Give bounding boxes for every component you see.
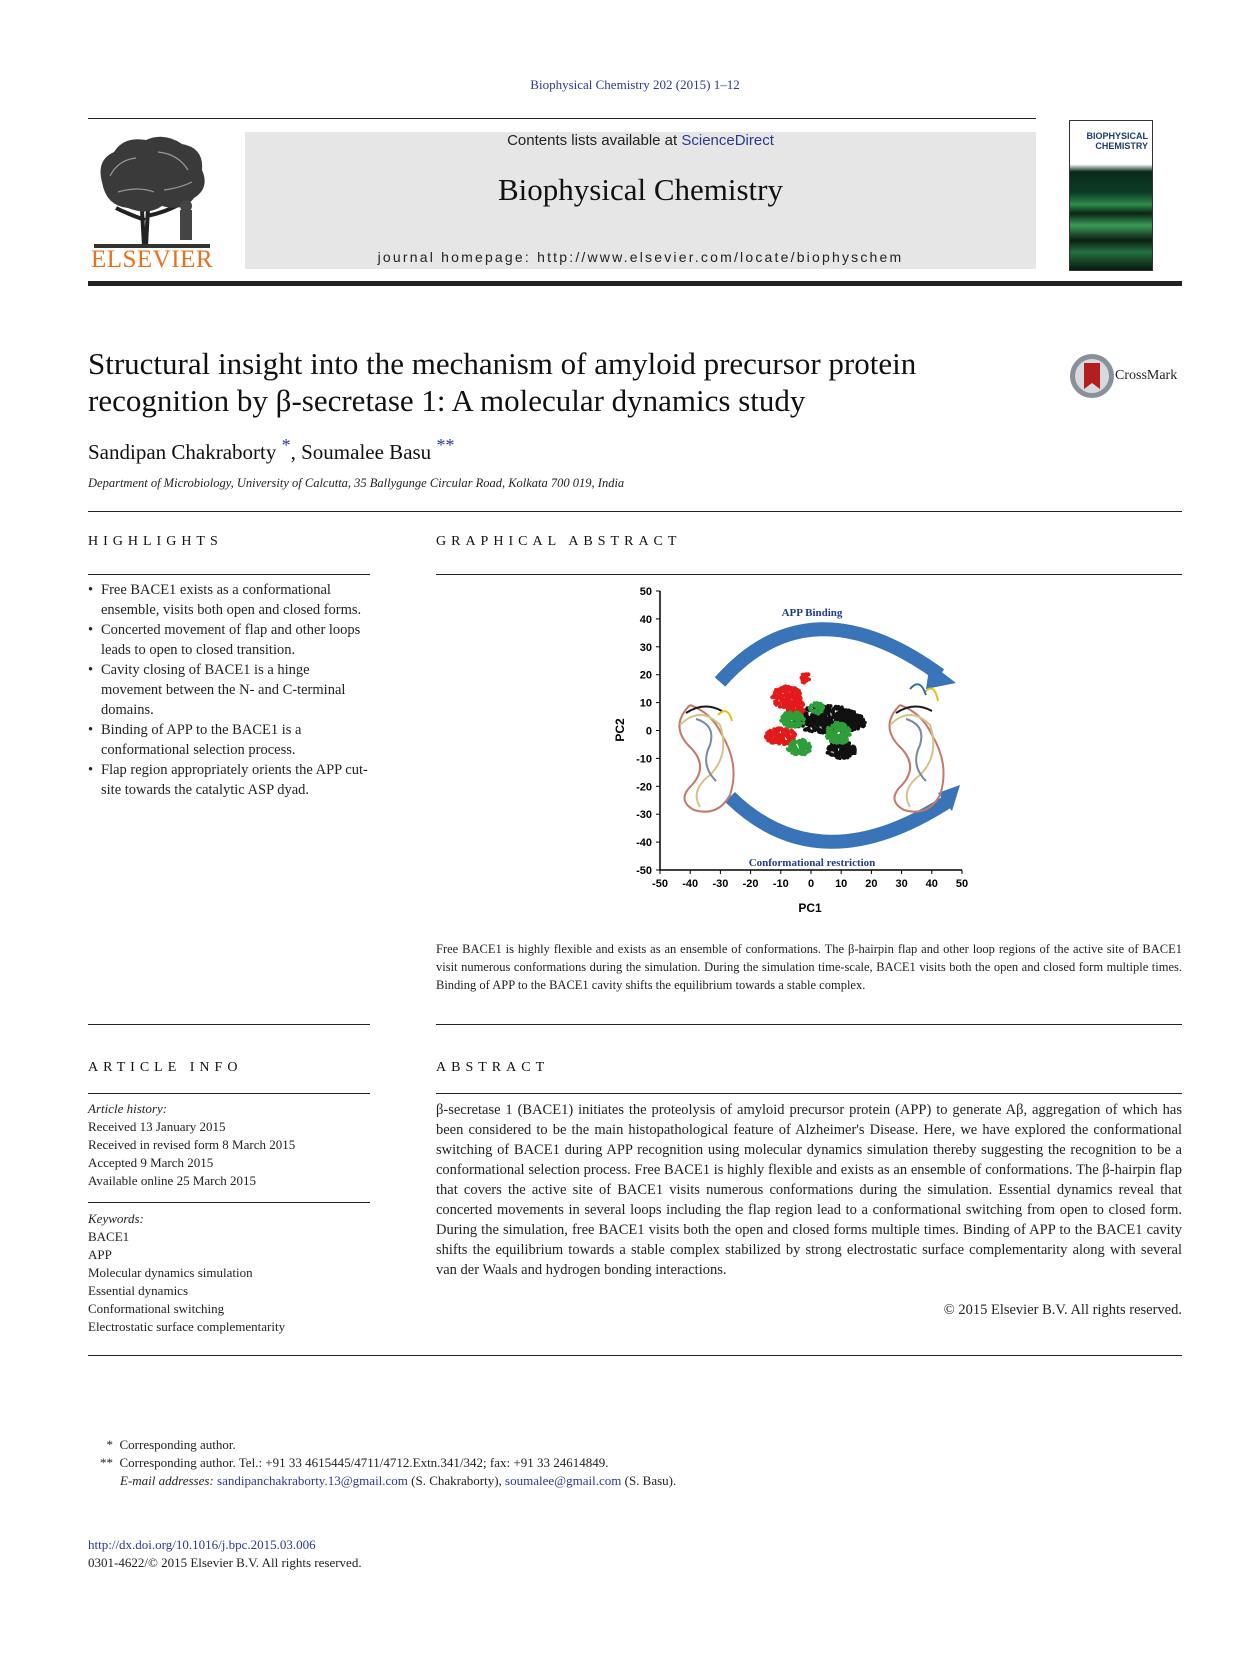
highlight-item: • Flap region appropriately orients the APP cut-site towards the catalytic ASP dyad.: [88, 760, 370, 800]
scatter-point-green: [835, 741, 839, 745]
scatter-point-red: [800, 676, 804, 680]
doi-block: [88, 1536, 362, 1572]
restriction-arrow: [730, 797, 950, 842]
highlights-bottom-rule: [88, 1024, 370, 1025]
y-tick-label: 20: [639, 669, 652, 682]
crossmark-icon[interactable]: [1069, 353, 1115, 399]
journal-reference[interactable]: Biophysical Chemistry 202 (2015) 1–12: [530, 77, 740, 92]
scatter-point-black: [823, 722, 827, 726]
scatter-point-red: [784, 733, 788, 737]
scatter-point-green: [818, 708, 822, 712]
footnote-2: ** Corresponding author. Tel.: +91 33 4615445/4711/4712.Extn.341/342; fax: +91 33 24614849.: [93, 1454, 1093, 1472]
scatter-point-red: [785, 690, 789, 694]
scatter-point-black: [817, 723, 821, 727]
scatter-point-black: [847, 743, 851, 747]
abstract-rule: [436, 1093, 1182, 1094]
author-list: [88, 435, 454, 465]
affiliation: Department of Microbiology, University of Calcutta, 35 Ballygunge Circular Road, Kolkata 700 019, India: [88, 476, 625, 490]
highlights-heading: HIGHLIGHTS: [88, 534, 223, 549]
x-tick-label: -50: [652, 878, 668, 890]
scatter-point-green: [841, 724, 845, 728]
scatter-point-green: [841, 736, 845, 740]
email-label: E-mail addresses:: [120, 1473, 214, 1488]
scatter-point-green: [803, 739, 807, 743]
app-binding-annotation: APP Binding: [781, 607, 843, 619]
scatter-point-black: [804, 728, 808, 732]
scatter-point-black: [828, 717, 832, 721]
scatter-point-black: [821, 714, 825, 718]
article-info-heading: ARTICLE INFO: [88, 1060, 243, 1075]
scatter-point-green: [821, 704, 825, 708]
scatter-point-red: [807, 673, 811, 677]
scatter-point-black: [817, 720, 821, 724]
keyword-item: Electrostatic surface complementarity: [88, 1319, 286, 1334]
scatter-point-red: [771, 738, 775, 742]
scatter-point-black: [853, 725, 857, 729]
doi-link[interactable]: http://dx.doi.org/10.1016/j.bpc.2015.03.006: [88, 1537, 316, 1552]
scatter-point-green: [813, 703, 817, 707]
cover-title: BIOPHYSICAL CHEMISTRY: [1086, 131, 1148, 151]
scatter-point-red: [790, 703, 794, 707]
scatter-point-black: [843, 708, 847, 712]
scatter-point-red: [778, 696, 782, 700]
scatter-point-black: [834, 751, 838, 755]
scatter-point-green: [779, 719, 783, 723]
scatter-point-red: [801, 680, 805, 684]
keyword-item: Molecular dynamics simulation: [88, 1265, 253, 1280]
author-2: Soumalee Basu: [301, 440, 432, 464]
scatter-point-green: [783, 723, 787, 727]
y-tick-label: 30: [639, 641, 652, 654]
graphical-abstract-heading: GRAPHICAL ABSTRACT: [436, 534, 682, 549]
scatter-point-green: [837, 725, 841, 729]
scatter-point-green: [828, 732, 832, 736]
email-link-1[interactable]: sandipanchakraborty.13@gmail.com: [217, 1473, 408, 1488]
scatter-point-black: [837, 754, 841, 758]
scatter-point-red: [766, 739, 770, 743]
issn-line: 0301-4622/© 2015 Elsevier B.V. All rights reserved.: [88, 1555, 362, 1570]
scatter-point-red: [791, 686, 795, 690]
y-tick-label: 50: [639, 586, 652, 598]
scatter-point-green: [844, 736, 848, 740]
scatter-point-red: [801, 673, 805, 677]
y-tick-label: -10: [636, 753, 652, 766]
scatter-point-green: [844, 727, 848, 731]
footnote-2-mark: **: [100, 1455, 113, 1470]
scatter-point-red: [770, 741, 774, 745]
open-form-protein: [679, 705, 733, 812]
scatter-point-green: [814, 709, 818, 713]
scatter-point-red: [774, 740, 778, 744]
scatter-point-red: [796, 692, 800, 696]
app-binding-arrow: [720, 629, 940, 682]
scatter-point-green: [793, 742, 797, 746]
scatter-point-black: [812, 728, 816, 732]
x-tick-label: -20: [742, 878, 759, 890]
scatter-point-red: [793, 695, 797, 699]
scatter-point-black: [860, 719, 864, 723]
scatter-point-black: [847, 746, 851, 750]
keyword-item: APP: [88, 1247, 112, 1262]
scatter-point-green: [830, 728, 834, 732]
journal-cover-thumbnail[interactable]: [1069, 120, 1153, 271]
scatter-point-black: [831, 710, 835, 714]
x-tick-label: -10: [772, 878, 789, 890]
scatter-point-red: [771, 731, 775, 735]
abstract-heading: ABSTRACT: [436, 1060, 550, 1075]
scatter-point-green: [848, 728, 852, 732]
scatter-point-black: [831, 715, 835, 719]
scatter-point-green: [797, 751, 801, 755]
scatter-point-black: [812, 718, 816, 722]
y-ticks: [636, 586, 660, 877]
scatter-point-black: [848, 711, 852, 715]
keyword-item: Conformational switching: [88, 1301, 225, 1316]
scatter-point-black: [853, 748, 857, 752]
scatter-point-green: [797, 712, 801, 716]
scatter-point-green: [816, 712, 820, 716]
scatter-point-red: [782, 703, 786, 707]
scatter-point-black: [835, 713, 839, 717]
scatter-point-red: [792, 707, 796, 711]
homepage-prefix: journal homepage:: [377, 249, 538, 265]
scatter-point-black: [853, 721, 857, 725]
revised-date: Received in revised form 8 March 2015: [88, 1137, 296, 1152]
scatter-point-green: [834, 726, 838, 730]
scatter-point-black: [849, 722, 853, 726]
closed-form-protein: [889, 684, 943, 811]
x-tick-label: 40: [925, 878, 938, 890]
scatter-point-green: [794, 715, 798, 719]
scatter-point-black: [813, 723, 817, 727]
scatter-point-red: [780, 738, 784, 742]
highlight-item: • Cavity closing of BACE1 is a hinge movement between the N- and C-terminal domains.: [88, 660, 370, 720]
scatter-point-red: [779, 686, 783, 690]
footnote-1: * Corresponding author.: [93, 1436, 1093, 1454]
x-tick-label: 20: [865, 878, 878, 890]
scatter-point-black: [807, 722, 811, 726]
article-title: [88, 345, 988, 419]
scatter-point-green: [809, 708, 813, 712]
scatter-points: [764, 672, 867, 760]
y-axis-label: PC2: [613, 718, 627, 742]
author-1: Sandipan Chakraborty: [88, 440, 277, 464]
scatter-point-green: [797, 724, 801, 728]
scatter-point-black: [862, 725, 866, 729]
scatter-point-green: [818, 705, 822, 709]
x-ticks: [652, 870, 968, 890]
scatter-point-red: [787, 729, 791, 733]
scatter-point-green: [801, 743, 805, 747]
graphical-abstract-bottom-rule: [436, 1024, 1182, 1025]
y-tick-label: -50: [636, 865, 652, 877]
scatter-point-red: [780, 727, 784, 731]
abstract-bottom-rule: [88, 1355, 1182, 1356]
scatter-point-black: [830, 748, 834, 752]
x-axis-label: PC1: [798, 901, 822, 915]
graphical-abstract-caption: Free BACE1 is highly flexible and exists as an ensemble of conformations. The β-hairpin flap and other loop regions of the active site of BACE1 visit numerous conformations during the simulation. During the simulation time-scale, BACE1 visits both the open and closed form multiple times. Binding of APP to the BACE1 cavity shifts the equilibrium towards a stable complex.: [436, 942, 1182, 992]
homepage-link[interactable]: http://www.elsevier.com/locate/biophyschem: [537, 249, 904, 265]
highlights-rule: [88, 574, 370, 575]
header-rule: [88, 118, 1036, 119]
publisher-name: ELSEVIER: [90, 246, 214, 273]
homepage-line: [245, 249, 1036, 265]
scatter-point-green: [804, 743, 808, 747]
scatter-point-green: [830, 736, 834, 740]
scatter-point-green: [810, 703, 814, 707]
scatter-point-black: [846, 756, 850, 760]
graphical-abstract-rule: [436, 574, 1182, 575]
scatter-point-black: [839, 710, 843, 714]
footnotes: [93, 1436, 1093, 1490]
scatter-point-green: [797, 742, 801, 746]
scatter-point-black: [851, 746, 855, 750]
scatter-point-black: [834, 705, 838, 709]
x-tick-label: 30: [895, 878, 908, 890]
abstract-copyright: © 2015 Elsevier B.V. All rights reserved.: [943, 1302, 1182, 1318]
scatter-point-black: [843, 753, 847, 757]
keyword-item: Essential dynamics: [88, 1283, 189, 1298]
scatter-point-red: [776, 727, 780, 731]
keyword-item: BACE1: [88, 1229, 130, 1244]
article-info-rule: [88, 1093, 370, 1094]
scatter-point-green: [787, 721, 791, 725]
scatter-point-black: [838, 715, 842, 719]
online-date: Available online 25 March 2015: [88, 1173, 256, 1188]
scatter-point-black: [819, 731, 823, 735]
crossmark-label[interactable]: CrossMark: [1115, 368, 1178, 383]
scatter-point-black: [825, 705, 829, 709]
highlight-item: • Free BACE1 exists as a conformational ensemble, visits both open and closed forms.: [88, 580, 370, 620]
article-history: [88, 1100, 370, 1190]
y-tick-label: -30: [636, 809, 652, 822]
x-tick-label: 50: [955, 878, 969, 890]
scatter-point-red: [777, 733, 781, 737]
restriction-annotation: Conformational restriction: [748, 857, 876, 869]
scatter-point-green: [800, 716, 804, 720]
app-binding-arrowhead: [926, 663, 956, 689]
contents-prefix: Contents lists available at: [507, 132, 682, 149]
scatter-point-red: [785, 695, 789, 699]
contents-line: [245, 132, 1036, 149]
scatter-point-black: [849, 717, 853, 721]
keywords-block: [88, 1210, 370, 1336]
title-line-1: Structural insight into the mechanism of amyloid precursor protein: [88, 346, 917, 381]
scatter-point-red: [770, 696, 774, 700]
email-link-2[interactable]: soumalee@gmail.com: [505, 1473, 622, 1488]
keywords-rule: [88, 1202, 370, 1203]
highlight-item: • Binding of APP to the BACE1 is a conformational selection process.: [88, 720, 370, 760]
scatter-point-green: [841, 731, 845, 735]
scatter-point-red: [782, 685, 786, 689]
scatter-point-black: [857, 715, 861, 719]
scatter-point-red: [796, 706, 800, 710]
scatter-point-red: [778, 705, 782, 709]
scatter-point-green: [808, 749, 812, 753]
scatter-point-green: [791, 751, 795, 755]
y-tick-label: -20: [636, 781, 652, 794]
scatter-point-black: [807, 718, 811, 722]
abstract-text: β-secretase 1 (BACE1) initiates the proteolysis of amyloid precursor protein (APP) to generate Aβ, aggregation of which has been considered to be the main histopathological feature of Alzheimer's Disease. Here, we have explored the conformational switching of BACE1 during APP recognition using molecular dynamics simulation thereby suggesting the recognition to be a conformational selection process. Free BACE1 is highly flexible and exists as an ensemble of conformations. The β-hairpin flap that covers the active site of BACE1 visits numerous conformations during the simulation. Essential dynamics reveal that concerted movements in several loops including the flap region lead to a conformational switching from open to closed form. During the simulation, free BACE1 visits both the open and closed forms multiple times. Binding of APP to the BACE1 cavity shifts the equilibrium towards a stable complex stabilized by strong electrostatic surface complementarity along with several van der Waals and hydrogen bonding interactions.: [436, 1102, 1182, 1278]
scatter-point-green: [790, 723, 794, 727]
scatter-point-red: [764, 734, 768, 738]
scatter-point-green: [791, 713, 795, 717]
scatter-point-black: [827, 751, 831, 755]
journal-title: Biophysical Chemistry: [497, 172, 783, 207]
article-history-label: Article history:: [88, 1101, 168, 1116]
scatter-point-black: [856, 726, 860, 730]
footnote-1-mark: *: [106, 1437, 113, 1452]
x-tick-label: -40: [682, 878, 699, 890]
scatter-point-black: [843, 747, 847, 751]
scatter-point-red: [796, 688, 800, 692]
y-tick-label: 0: [645, 725, 652, 738]
scatter-point-red: [783, 741, 787, 745]
y-tick-label: -40: [636, 837, 652, 850]
x-tick-label: 0: [807, 878, 815, 890]
received-date: Received 13 January 2015: [88, 1119, 226, 1134]
email-addresses: E-mail addresses: sandipanchakraborty.13@gmail.com (S. Chakraborty), soumalee@gmail.com (S. Basu).: [120, 1473, 677, 1488]
y-tick-label: 40: [639, 613, 652, 626]
author-separator: ,: [290, 440, 302, 464]
scatter-point-green: [790, 716, 794, 720]
title-rule: [88, 511, 1182, 512]
scatter-point-green: [787, 712, 791, 716]
scatter-point-red: [772, 727, 776, 731]
highlights-list: [88, 580, 370, 800]
scatter-point-green: [784, 716, 788, 720]
scatter-point-red: [773, 690, 777, 694]
scatter-point-green: [834, 721, 838, 725]
scatter-point-green: [840, 741, 844, 745]
author-1-footnote-mark[interactable]: *: [281, 435, 291, 455]
x-tick-label: 10: [835, 878, 848, 890]
accepted-date: Accepted 9 March 2015: [88, 1155, 214, 1170]
author-2-footnote-mark[interactable]: **: [436, 435, 455, 455]
sciencedirect-link[interactable]: ScienceDirect: [681, 132, 774, 149]
scatter-point-red: [799, 699, 803, 703]
keywords-label: Keywords:: [88, 1211, 144, 1226]
y-tick-label: 10: [639, 697, 652, 710]
x-tick-label: -30: [712, 878, 729, 890]
title-line-2: recognition by β-secretase 1: A molecular dynamics study: [88, 383, 806, 418]
masthead-thick-rule: [88, 281, 1182, 286]
scatter-point-red: [790, 692, 794, 696]
highlight-item: • Concerted movement of flap and other loops leads to open to closed transition.: [88, 620, 370, 660]
graphical-abstract-figure: [600, 585, 1020, 925]
